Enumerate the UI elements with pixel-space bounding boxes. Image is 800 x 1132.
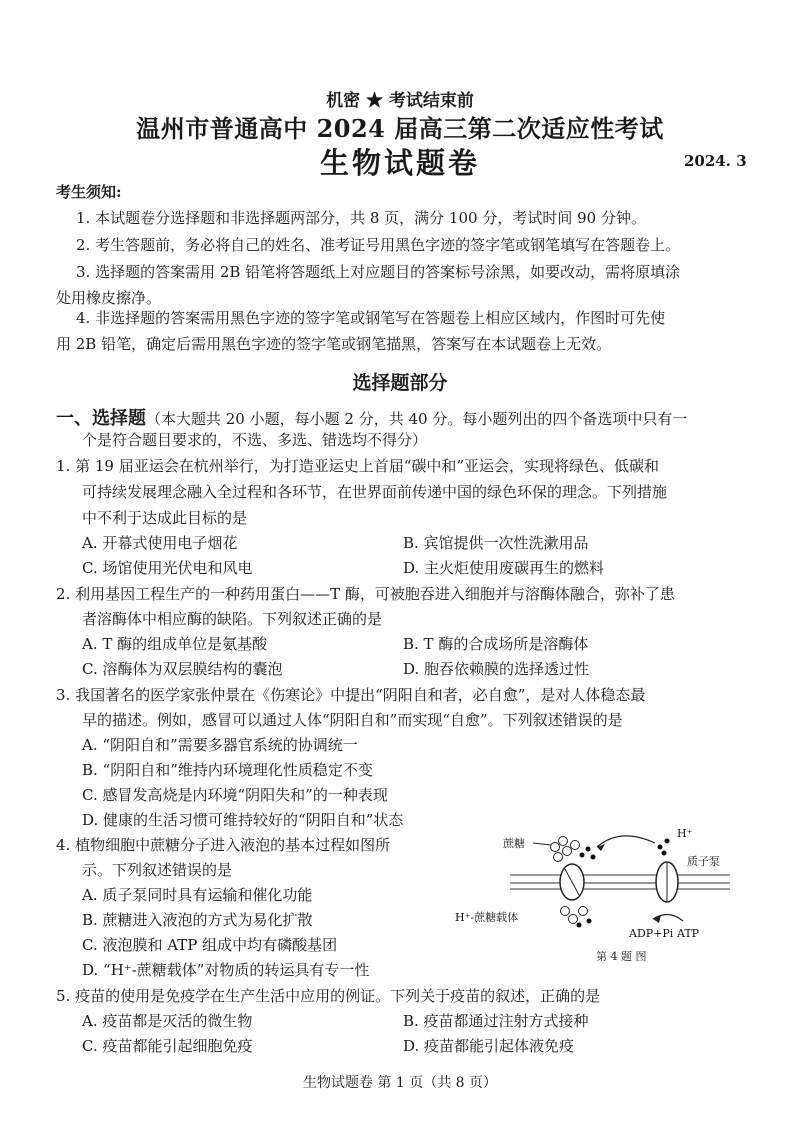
question-2-option-b: B. T 酶的合成场所是溶酶体 [403, 635, 589, 653]
part-label: 一、选择题 [56, 408, 146, 429]
question-4-option-b: B. 蔗糖进入液泡的方式为易化扩散 [82, 911, 313, 929]
exam-date: 2024. 3 [684, 152, 747, 170]
sucrose-molecule [579, 907, 588, 916]
sucrose-molecule [561, 907, 570, 916]
proton-dot [577, 923, 582, 928]
sucrose-molecule [554, 853, 563, 862]
proton-dot [586, 847, 591, 852]
flow-arrow [597, 836, 655, 847]
question-3-option-c: C. 感冒发高烧是内环境“阴阳失和”的一种表现 [82, 786, 388, 804]
proton-dot [658, 845, 663, 850]
notice-item: 1. 本试题卷分选择题和非选择题两部分，共 8 页，满分 100 分，考试时间 90 分钟。 [76, 209, 646, 227]
notice-heading: 考生须知: [56, 183, 122, 201]
proton-dot [665, 839, 670, 844]
notice-item: 用 2B 铅笔，确定后需用黑色字迹的签字笔或钢笔描黑，答案写在本试题卷上无效。 [56, 335, 612, 353]
question-5-option-a: A. 疫苗都是灭活的微生物 [82, 1012, 253, 1030]
label-sucrose: 蔗糖 [503, 837, 525, 850]
confidential-mark: 机密 ★ 考试结束前 [326, 91, 474, 111]
question-4-option-c: C. 液泡膜和 ATP 组成中均有磷酸基团 [82, 936, 338, 954]
label-adp: ADP+Pi [629, 927, 674, 940]
part-heading [56, 404, 687, 430]
question-2-option-c: C. 溶酶体为双层膜结构的囊泡 [82, 660, 283, 678]
question-3-option-d: D. 健康的生活习惯可维持较好的“阴阳自和”状态 [82, 811, 404, 829]
figure-caption: 第 4 题 图 [596, 950, 647, 963]
label-leader [533, 843, 551, 845]
question-1-stem: 中不利于达成此目标的是 [82, 509, 248, 527]
question-3-option-a: A. “阴阳自和”需要多器官系统的协调统一 [82, 736, 358, 754]
question-3-stem: 3. 我国著名的医学家张仲景在《伤寒论》中提出“阴阳自和者，必自愈”，是对人体稳态最 [56, 686, 646, 704]
question-5-option-b: B. 疫苗都通过注射方式接种 [403, 1012, 589, 1030]
proton-dot [587, 919, 592, 924]
notice-item: 3. 选择题的答案需用 2B 铅笔将答题纸上对应题目的答案标号涂黑，如要改动，需将原填涂 [76, 263, 681, 281]
label-proton-pump: 质子泵 [687, 855, 720, 868]
notice-item: 4. 非选择题的答案需用黑色字迹的签字笔或钢笔写在答题卷上相应区域内，作图时可先使 [76, 309, 666, 327]
question-4-option-a: A. 质子泵同时具有运输和催化功能 [82, 886, 313, 904]
question-4-figure [455, 825, 735, 950]
question-4-option-d: D. “H⁺-蔗糖载体”对物质的转运具有专一性 [82, 961, 370, 979]
question-5-option-d: D. 疫苗都能引起体液免疫 [403, 1037, 575, 1055]
label-carrier: H⁺-蔗糖载体 [455, 911, 519, 924]
question-5-stem: 5. 疫苗的使用是免疫学在生产生活中应用的例证。下列关于疫苗的叙述，正确的是 [56, 987, 601, 1005]
proton-dot [580, 853, 585, 858]
notice-item: 2. 考生答题前，务必将自己的姓名、准考证号用黑色字迹的签字笔或钢笔填写在答题卷上。 [76, 236, 681, 254]
label-atp: ATP [677, 927, 700, 940]
question-4-stem: 4. 植物细胞中蔗糖分子进入液泡的基本过程如图所 [56, 836, 391, 854]
exam-subtitle: 生物试题卷 [319, 146, 480, 180]
sucrose-molecule [559, 837, 568, 846]
arrow-head [597, 844, 605, 851]
question-1-option-b: B. 宾馆提供一次性洗漱用品 [403, 534, 589, 552]
section-title: 选择题部分 [352, 372, 448, 394]
question-1-option-c: C. 场馆使用光伏电和风电 [82, 559, 253, 577]
sucrose-molecule [563, 847, 572, 856]
exam-title: 温州市普通高中 2024 届高三第二次适应性考试 [136, 114, 664, 143]
question-5-option-c: C. 疫苗都能引起细胞免疫 [82, 1037, 253, 1055]
part-description: （本大题共 20 小题，每小题 2 分，共 40 分。每小题列出的四个备选项中只有一 [146, 410, 688, 428]
question-2-stem: 2. 利用基因工程生产的一种药用蛋白——T 酶，可被胞吞进入细胞并与溶酶体融合，弥补了患 [56, 585, 675, 603]
proton-dot [662, 851, 667, 856]
question-2-stem: 者溶酶体中相应酶的缺陷。下列叙述正确的是 [82, 610, 383, 628]
notice-item: 处用橡皮擦净。 [56, 289, 162, 307]
question-1-stem: 可持续发展理念融入全过程和各环节，在世界面前传递中国的绿色环保的理念。下列措施 [82, 483, 668, 501]
question-1-option-a: A. 开幕式使用电子烟花 [82, 534, 238, 552]
question-2-option-a: A. T 酶的组成单位是氨基酸 [82, 635, 268, 653]
question-2-option-d: D. 胞吞依赖膜的选择透过性 [403, 660, 590, 678]
question-3-option-b: B. “阴阳自和”维持内环境理化性质稳定不变 [82, 761, 373, 779]
question-3-stem: 早的描述。例如，感冒可以通过人体“阴阳自和”而实现“自愈”。下列叙述错误的是 [82, 711, 623, 729]
label-h-plus: H⁺ [677, 827, 693, 840]
question-1-stem: 1. 第 19 届亚运会在杭州举行，为打造亚运史上首届“碳中和”亚运会，实现将绿色、低碳和 [56, 457, 660, 475]
question-4-stem: 示。下列叙述错误的是 [82, 861, 233, 879]
proton-dot [591, 855, 596, 860]
question-1-option-d: D. 主火炬使用废碳再生的燃料 [403, 559, 605, 577]
part-description-cont: 个是符合题目要求的，不选、多选、错选均不得分） [82, 431, 428, 449]
sucrose-molecule [551, 843, 560, 852]
sucrose-molecule [569, 915, 578, 924]
page-footer: 生物试题卷 第 1 页（共 8 页） [302, 1075, 498, 1091]
sucrose-molecule [571, 841, 580, 850]
